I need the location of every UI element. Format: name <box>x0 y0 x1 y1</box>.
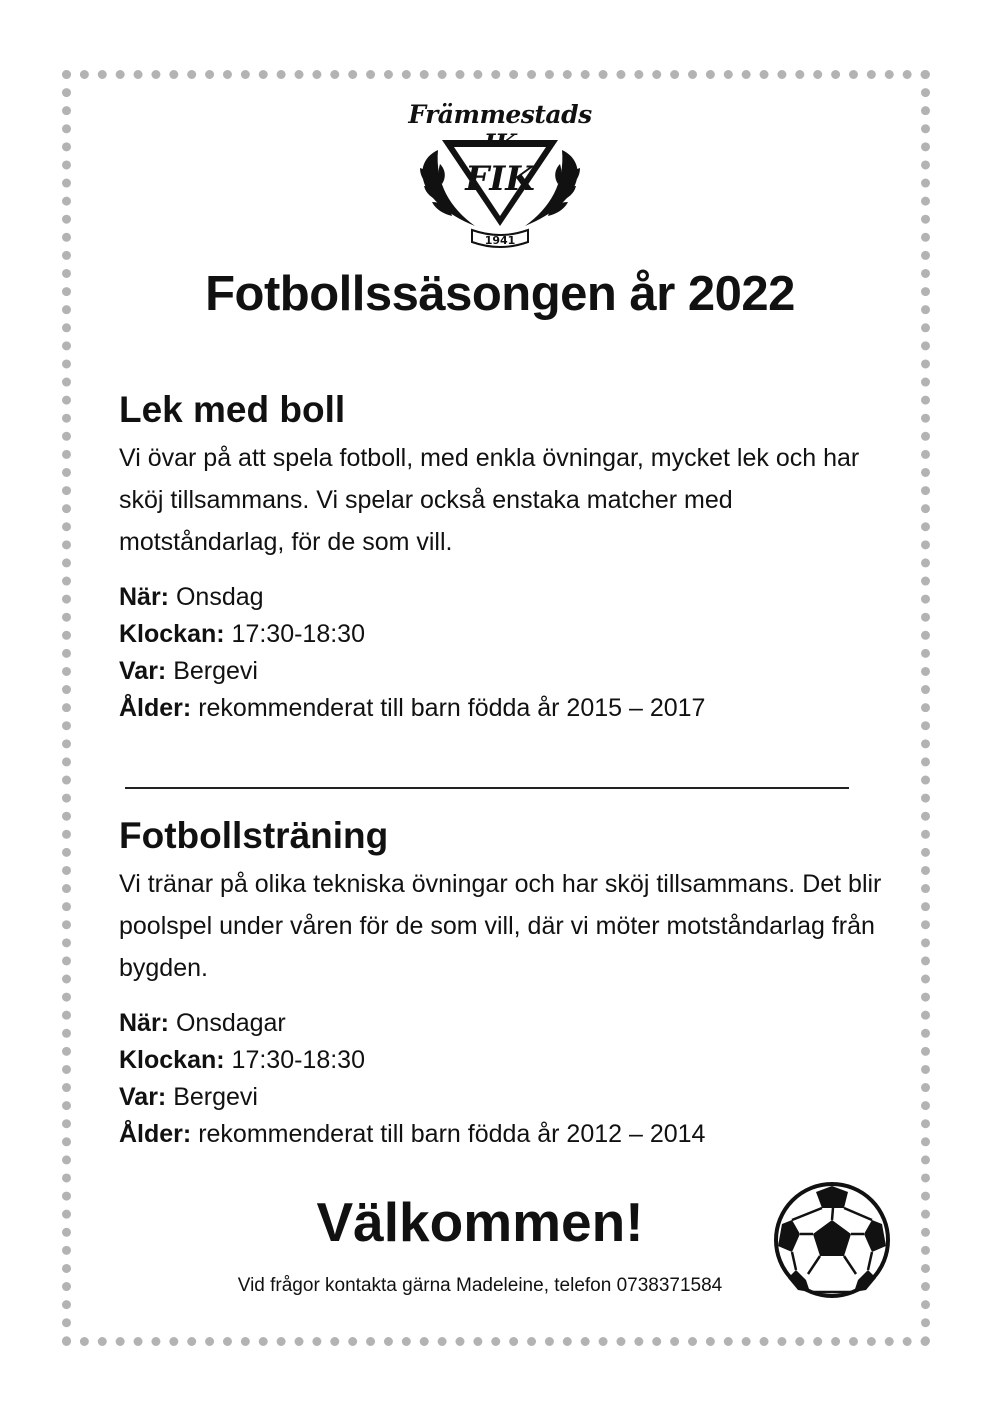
section-body: Vi tränar på olika tekniska övningar och har sköj tillsammans. Det blir poolspel under våren för de som vill, där vi möter motståndarlag från bygden. <box>119 870 882 982</box>
detail-row-place: Var: Bergevi <box>119 657 258 685</box>
club-founded-year: 1941 <box>484 234 516 247</box>
detail-row-when: När: Onsdag <box>119 583 264 611</box>
detail-row-when: När: Onsdagar <box>119 1009 286 1037</box>
section-lek-med-boll <box>119 387 899 727</box>
section-fotbollstraning <box>119 813 899 1153</box>
section-body: Vi övar på att spela fotboll, med enkla övningar, mycket lek och har sköj tillsammans. Vi spelar också enstaka matcher med motståndarlag, för de som vill. <box>119 444 860 556</box>
detail-row-age: Ålder: rekommenderat till barn födda år 2012 – 2014 <box>119 1120 706 1148</box>
club-crest-icon <box>380 128 620 253</box>
soccer-ball-icon <box>772 1180 892 1300</box>
contact-info: Vid frågor kontakta gärna Madeleine, telefon 0738371584 <box>237 1275 723 1296</box>
club-logo <box>380 100 620 250</box>
section-details <box>119 579 899 727</box>
club-name: Främmestads <box>408 100 592 129</box>
page-title: Fotbollssäsongen år 2022 <box>205 267 795 321</box>
section-details <box>119 1005 899 1153</box>
detail-row-place: Var: Bergevi <box>119 1083 258 1111</box>
welcome-heading: Välkommen! <box>316 1191 644 1253</box>
detail-row-time: Klockan: 17:30-18:30 <box>119 620 365 648</box>
section-heading: Fotbollsträning <box>119 815 389 856</box>
club-monogram: FIK <box>465 159 535 199</box>
section-divider <box>125 787 849 789</box>
detail-row-time: Klockan: 17:30-18:30 <box>119 1046 365 1074</box>
detail-row-age: Ålder: rekommenderat till barn födda år 2015 – 2017 <box>119 694 706 722</box>
section-heading: Lek med boll <box>119 389 346 430</box>
